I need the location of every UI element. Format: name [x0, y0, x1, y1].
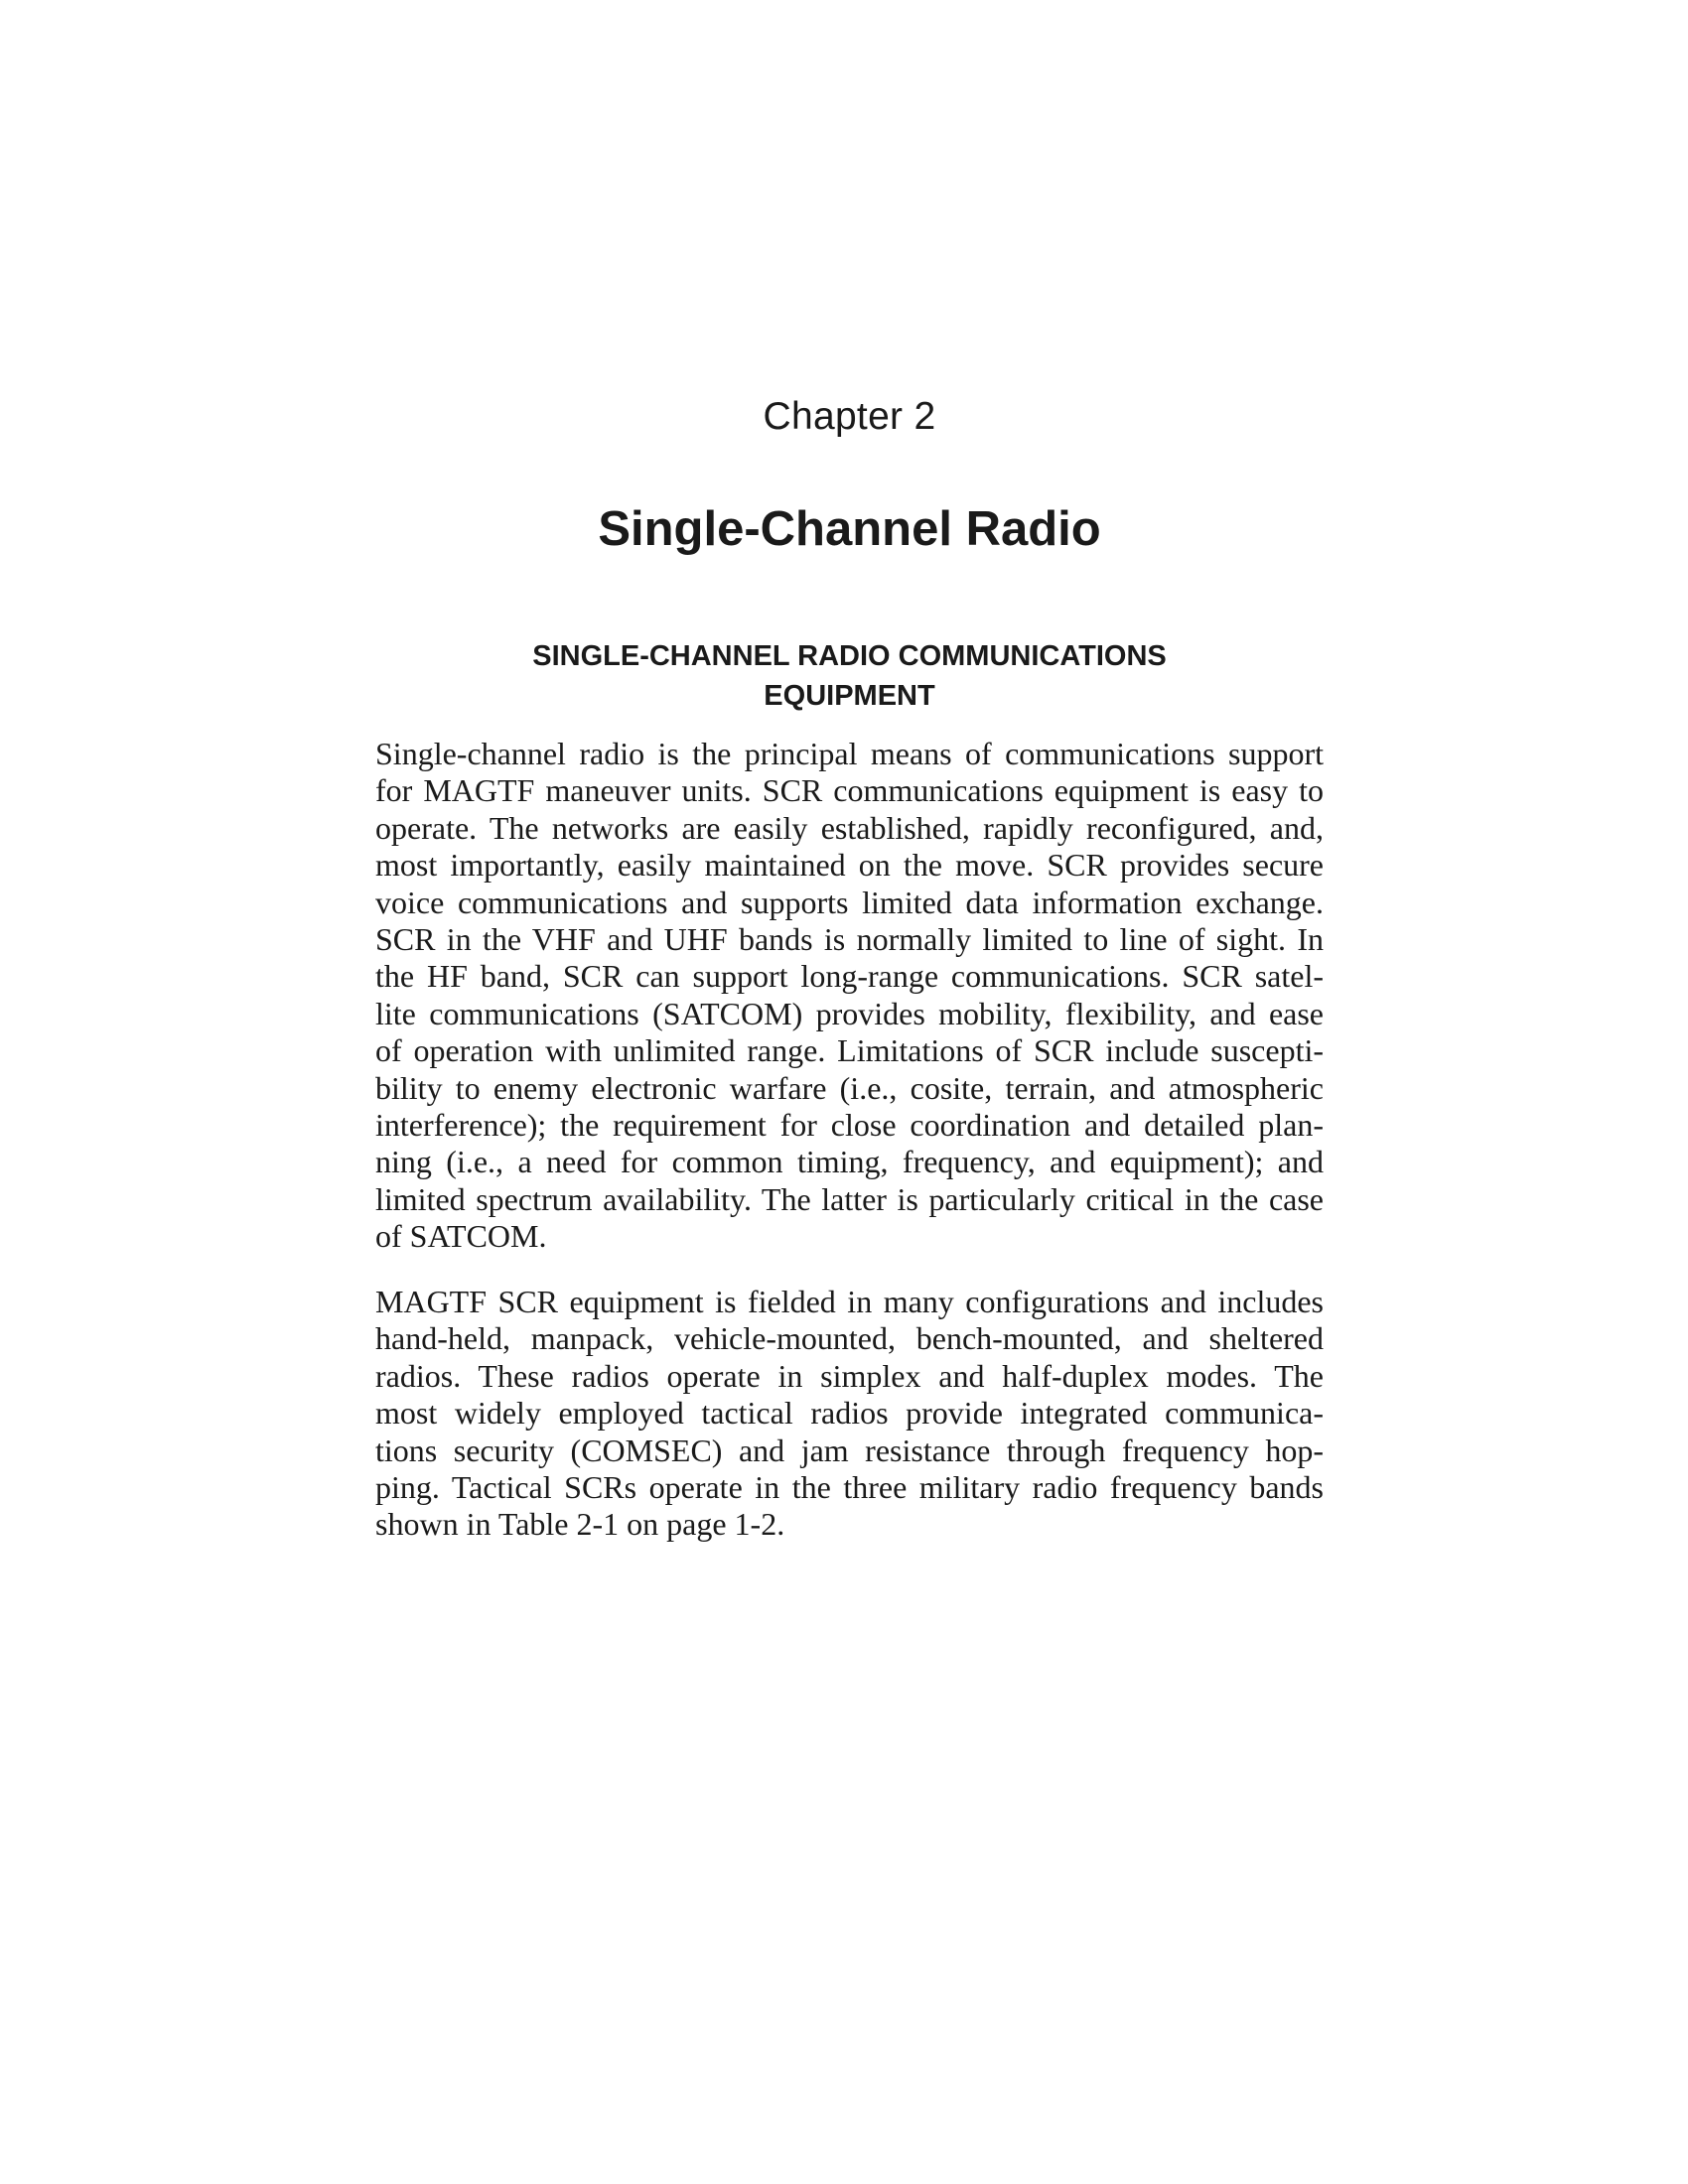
chapter-label: Chapter 2	[763, 395, 936, 438]
paragraph-line: ping. Tactical SCRs operate in the three military radio frequency bands	[375, 1469, 1324, 1506]
paragraph-line: most importantly, easily maintained on the move. SCR provides secure	[375, 847, 1324, 884]
paragraph-line: Single-channel radio is the principal means of communications support	[375, 736, 1324, 771]
section-heading-line: EQUIPMENT	[764, 680, 935, 712]
paragraph-line: the HF band, SCR can support long-range communications. SCR satel-	[375, 958, 1324, 995]
body-paragraph-1	[375, 736, 1324, 1256]
paragraph-line: ning (i.e., a need for common timing, frequency, and equipment); and	[375, 1144, 1324, 1180]
paragraph-line: limited spectrum availability. The latter is particularly critical in the case	[375, 1180, 1324, 1217]
paragraph-line: tions security (COMSEC) and jam resistance through frequency hop-	[375, 1432, 1324, 1468]
paragraph-line: hand-held, manpack, vehicle-mounted, bench-mounted, and sheltered	[375, 1320, 1324, 1357]
chapter-title: Single-Channel Radio	[598, 502, 1101, 556]
paragraph-line: interference); the requirement for close coordination and detailed plan-	[375, 1107, 1324, 1144]
paragraph-line: of SATCOM.	[375, 1218, 547, 1255]
body-paragraph-2	[375, 1284, 1324, 1544]
paragraph-line: shown in Table 2-1 on page 1-2.	[375, 1506, 785, 1543]
paragraph-line: for MAGTF maneuver units. SCR communications equipment is easy to	[375, 772, 1324, 809]
paragraph-line: SCR in the VHF and UHF bands is normally limited to line of sight. In	[375, 921, 1324, 958]
paragraph-line: radios. These radios operate in simplex and half-duplex modes. The	[375, 1357, 1324, 1394]
paragraph-line: operate. The networks are easily established, rapidly reconfigured, and,	[375, 809, 1324, 846]
paragraph-line: voice communications and supports limited data information exchange.	[375, 884, 1324, 920]
section-heading-line: SINGLE-CHANNEL RADIO COMMUNICATIONS	[532, 640, 1167, 672]
paragraph-line: MAGTF SCR equipment is fielded in many configurations and includes	[375, 1284, 1324, 1319]
paragraph-line: lite communications (SATCOM) provides mobility, flexibility, and ease	[375, 995, 1324, 1031]
paragraph-line: most widely employed tactical radios provide integrated communica-	[375, 1395, 1324, 1432]
paragraph-line: bility to enemy electronic warfare (i.e., cosite, terrain, and atmospheric	[375, 1069, 1324, 1106]
paragraph-line: of operation with unlimited range. Limitations of SCR include suscepti-	[375, 1032, 1324, 1069]
section-heading	[375, 636, 1324, 716]
